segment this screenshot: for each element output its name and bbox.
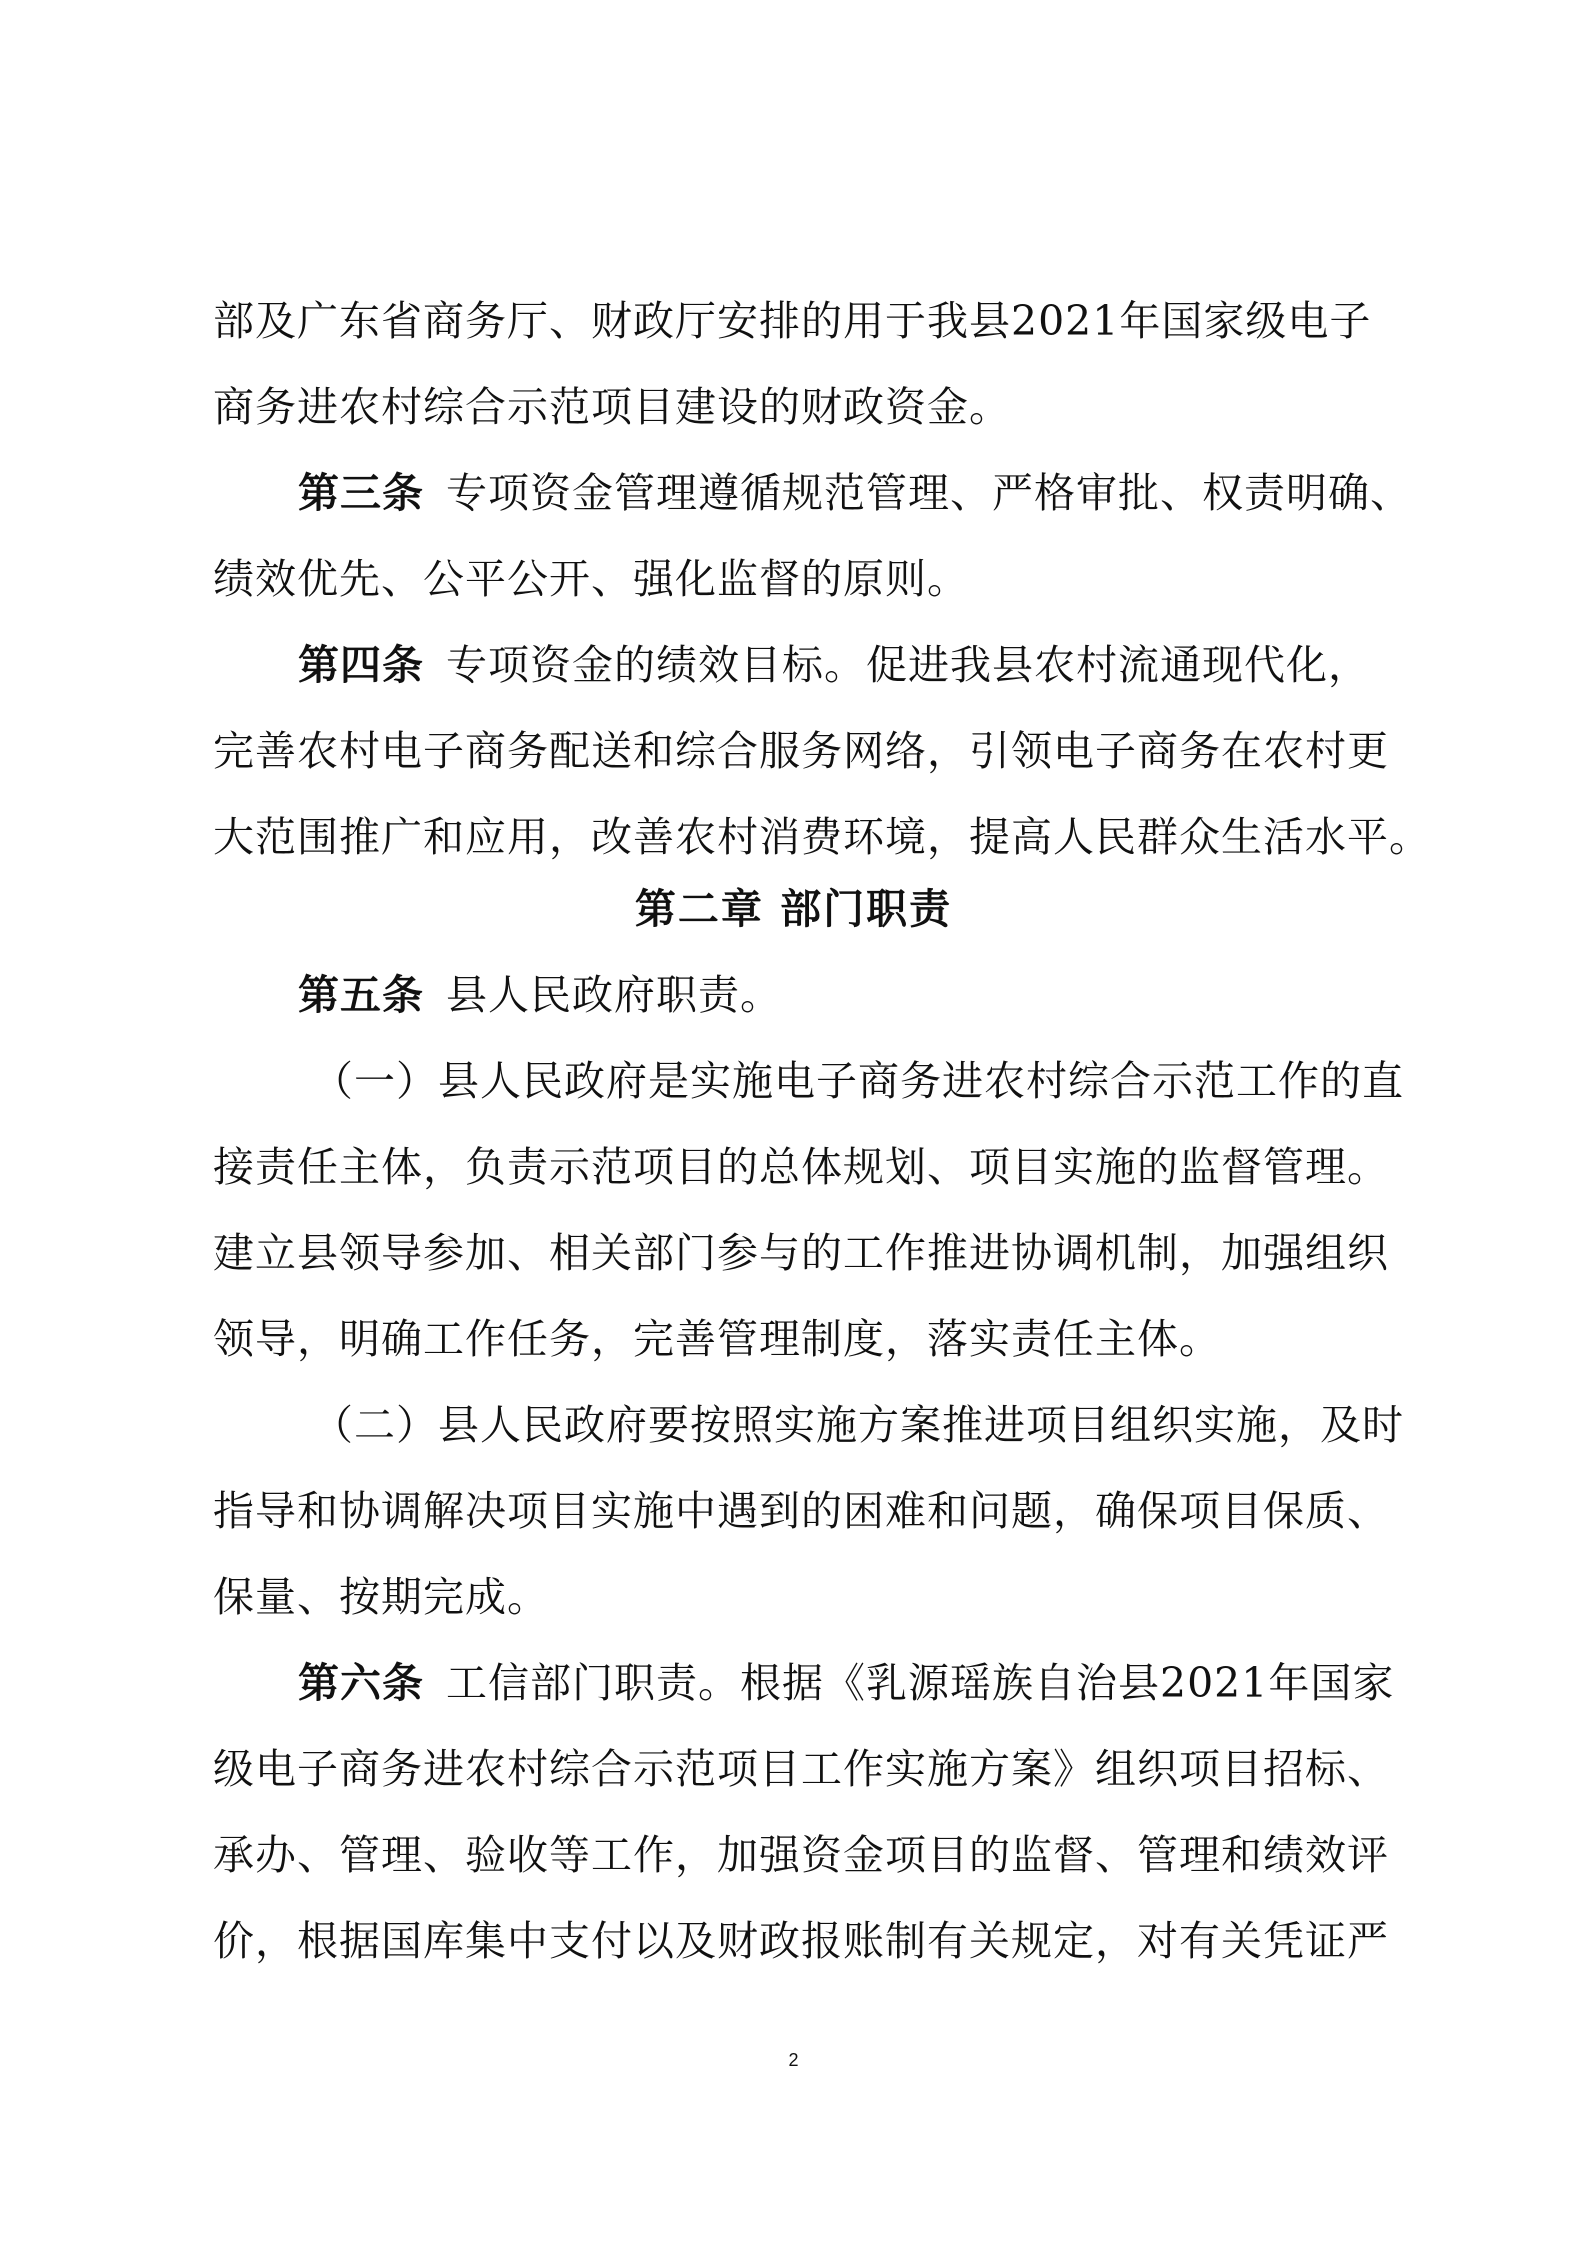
paragraph-line: 部及广东省商务厅、财政厅安排的用于我县2021年国家级电子 (213, 297, 1372, 345)
paragraph-line: 绩效优先、公平公开、强化监督的原则。 (213, 555, 969, 603)
article-3 (298, 450, 1478, 536)
paragraph-line: 承办、管理、验收等工作，加强资金项目的监督、管理和绩效评 (213, 1831, 1389, 1879)
article-text: 工信部门职责。根据《乳源瑶族自治县2021年国家 (446, 1659, 1395, 1707)
paragraph-line: 大范围推广和应用，改善农村消费环境，提高人民群众生活水平。 (213, 813, 1431, 861)
paragraph-line: 领导，明确工作任务，完善管理制度，落实责任主体。 (213, 1315, 1221, 1363)
page-number: 2 (788, 2050, 799, 2070)
article-5 (298, 952, 1478, 1038)
paragraph-line: 指导和协调解决项目实施中遇到的困难和问题，确保项目保质、 (213, 1487, 1389, 1535)
article-label: 第六条 (298, 1659, 424, 1707)
paragraph-line: 保量、按期完成。 (213, 1573, 549, 1621)
paragraph-line: （二）县人民政府要按照实施方案推进项目组织实施，及时 (312, 1401, 1404, 1449)
paragraph-line: 商务进农村综合示范项目建设的财政资金。 (213, 383, 1011, 431)
article-label: 第四条 (298, 641, 424, 689)
paragraph-line: （一）县人民政府是实施电子商务进农村综合示范工作的直 (312, 1057, 1404, 1105)
article-6 (298, 1640, 1478, 1726)
article-4 (298, 622, 1478, 708)
article-label: 第五条 (298, 971, 424, 1019)
paragraph-line: 级电子商务进农村综合示范项目工作实施方案》组织项目招标、 (213, 1745, 1389, 1793)
article-text: 专项资金的绩效目标。促进我县农村流通现代化， (446, 641, 1370, 689)
article-text: 专项资金管理遵循规范管理、严格审批、权责明确、 (446, 469, 1412, 517)
paragraph-line: 建立县领导参加、相关部门参与的工作推进协调机制，加强组织 (213, 1229, 1389, 1277)
article-text: 县人民政府职责。 (446, 971, 782, 1019)
chapter-heading: 第二章 部门职责 (634, 885, 953, 933)
paragraph-line: 完善农村电子商务配送和综合服务网络，引领电子商务在农村更 (213, 727, 1389, 775)
article-label: 第三条 (298, 469, 424, 517)
paragraph-line: 价，根据国库集中支付以及财政报账制有关规定，对有关凭证严 (213, 1917, 1389, 1965)
paragraph-line: 接责任主体，负责示范项目的总体规划、项目实施的监督管理。 (213, 1143, 1389, 1191)
